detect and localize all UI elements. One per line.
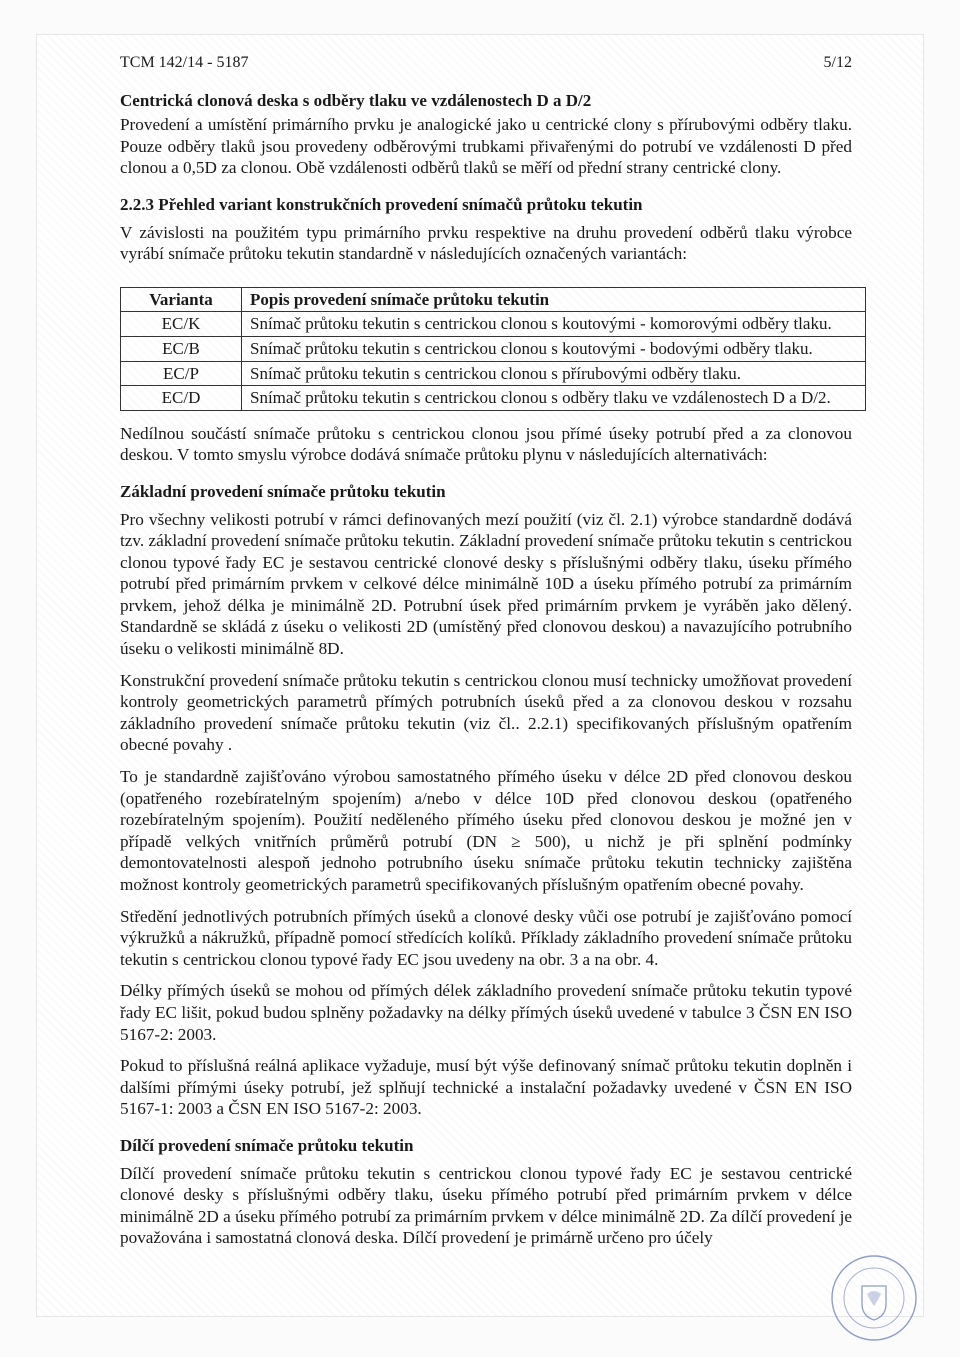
paragraph: Délky přímých úseků se mohou od přímých délek základního provedení snímače průtoku tekutin typové řady EC lišit, pokud budou splněny požadavky na délky přímých úseků uvedené v tabulce 3 ČSN EN ISO 5167-2: 2003. [120, 981, 852, 1044]
variant-code: EC/D [121, 386, 242, 411]
page-content [120, 52, 852, 1259]
paragraph: V závislosti na použitém typu primárního prvku respektive na druhu provedení odběrů tlaku výrobce vyrábí snímače průtoku tekutin standardně v následujících označených variantách: [120, 222, 852, 264]
paragraph: To je standardně zajišťováno výrobou samostatného přímého úseku v délce 2D před clonovou deskou (opatřeného rozebíratelným spojením) a/nebo v délce 10D před clonovou deskou (opatřeného rozebíratelným spojením). Použití neděleného přímého úseku před clonovou deskou je možné jen v případě velkých vnitřních průměrů potrubí (DN ≥ 500), u nichž je při splnění podmínky demontovatelnosti alespoň jednoho potrubního úseku snímače průtoku tekutin technicky zajištěna možnost kontroly geometrických parametrů specifikovaných příslušným opatřením obecné povahy. [120, 767, 852, 894]
paragraph: Provedení a umístění primárního prvku je analogické jako u centrické clony s přírubovými odběry tlaku. Pouze odběry tlaků jsou provedeny odběrovými trubkami přivařenými do potrubí ve vzdálenosti D před clonou a 0,5D za clonou. Obě vzdálenosti odběrů tlaků se měří od přední strany centrické clony. [120, 115, 852, 178]
variants-table [120, 287, 866, 411]
variant-description: Snímač průtoku tekutin s centrickou clonou s přírubovými odběry tlaku. [242, 361, 866, 386]
page-number: 5/12 [823, 54, 852, 71]
variant-description: Snímač průtoku tekutin s centrickou clonou s koutovými - bodovými odběry tlaku. [242, 336, 866, 361]
section-title-basic-design: Základní provedení snímače průtoku tekutin [120, 481, 446, 501]
variant-code: EC/B [121, 336, 242, 361]
table-row [121, 386, 866, 411]
table-header-row [121, 287, 866, 312]
paragraph: Nedílnou součástí snímače průtoku s centrickou clonou jsou přímé úseky potrubí před a za clonovou deskou. V tomto smyslu výrobce dodává snímače průtoku plynu v následujících alternativách: [120, 423, 852, 465]
seal-icon [812, 1248, 922, 1344]
page-header [120, 52, 852, 74]
column-header-variant: Varianta [121, 287, 242, 312]
paragraph: Pokud to příslušná reálná aplikace vyžaduje, musí být výše definovaný snímač průtoku tekutin doplněn i dalšími přímými úseky potrubí, jež splňují technické a instalační požadavky uvedené v ČSN EN ISO 5167-1: 2003 a ČSN EN ISO 5167-2: 2003. [120, 1056, 852, 1119]
variant-code: EC/P [121, 361, 242, 386]
paragraph: Dílčí provedení snímače průtoku tekutin s centrickou clonou typové řady EC je sestavou centrické clonové desky s příslušnými odběry tlaku, úseku přímého potrubí před primárním prvkem v délce minimálně 2D a úseku přímého potrubí za primárním prvkem v délce minimálně 2D. Za dílčí provedení je považována i samostatná clonová deska. Dílčí provedení je primárně určeno pro účely [120, 1163, 852, 1248]
document-id: TCM 142/14 - 5187 [120, 54, 249, 71]
table-row [121, 312, 866, 337]
table-row [121, 336, 866, 361]
section-title-centric-orifice: Centrická clonová deska s odběry tlaku ve vzdálenostech D a D/2 [120, 90, 592, 110]
section-title-variants: 2.2.3 Přehled variant konstrukčních provedení snímačů průtoku tekutin [120, 194, 643, 214]
variant-code: EC/K [121, 312, 242, 337]
paragraph: Pro všechny velikosti potrubí v rámci definovaných mezí použití (viz čl. 2.1) výrobce standardně dodává tzv. základní provedení snímače průtoku tekutin. Základní provedení snímače průtoku tekutin s centrickou clonou typové řady EC je sestavou centrické clonové desky s příslušnými odběry tlaku, úseku přímého potrubí před primárním prvkem v celkové délce minimálně 10D a úseku přímého potrubí za primárním prvkem, jehož délka je minimálně 2D. Potrubní úsek před primárním prvkem je vyráběn jako dělený. Standardně se skládá z úseku o velikosti 2D (umístěný před clonovou deskou) a navazujícího potrubního úseku o velikosti minimálně 8D. [120, 509, 852, 659]
variant-description: Snímač průtoku tekutin s centrickou clonou s koutovými - komorovými odběry tlaku. [242, 312, 866, 337]
paragraph: Středění jednotlivých potrubních přímých úseků a clonové desky vůči ose potrubí je zajišťováno pomocí výkružků a nákružků, případně pomocí středících kolíků. Příklady základního provedení snímače průtoku tekutin s centrickou clonou typové řady EC jsou uvedeny na obr. 3 a na obr. 4. [120, 906, 852, 969]
table-row [121, 361, 866, 386]
section-title-partial-design: Dílčí provedení snímače průtoku tekutin [120, 1135, 414, 1155]
paragraph: Konstrukční provedení snímače průtoku tekutin s centrickou clonou musí technicky umožňovat provedení kontroly geometrických parametrů přímých potrubních úseků před a za clonovou deskou v rozsahu základního provedení snímače průtoku tekutin (viz čl.. 2.2.1) specifikovaných příslušným opatřením obecné povahy . [120, 670, 852, 755]
variant-description: Snímač průtoku tekutin s centrickou clonou s odběry tlaku ve vzdálenostech D a D/2. [242, 386, 866, 411]
column-header-description: Popis provedení snímače průtoku tekutin [242, 287, 866, 312]
